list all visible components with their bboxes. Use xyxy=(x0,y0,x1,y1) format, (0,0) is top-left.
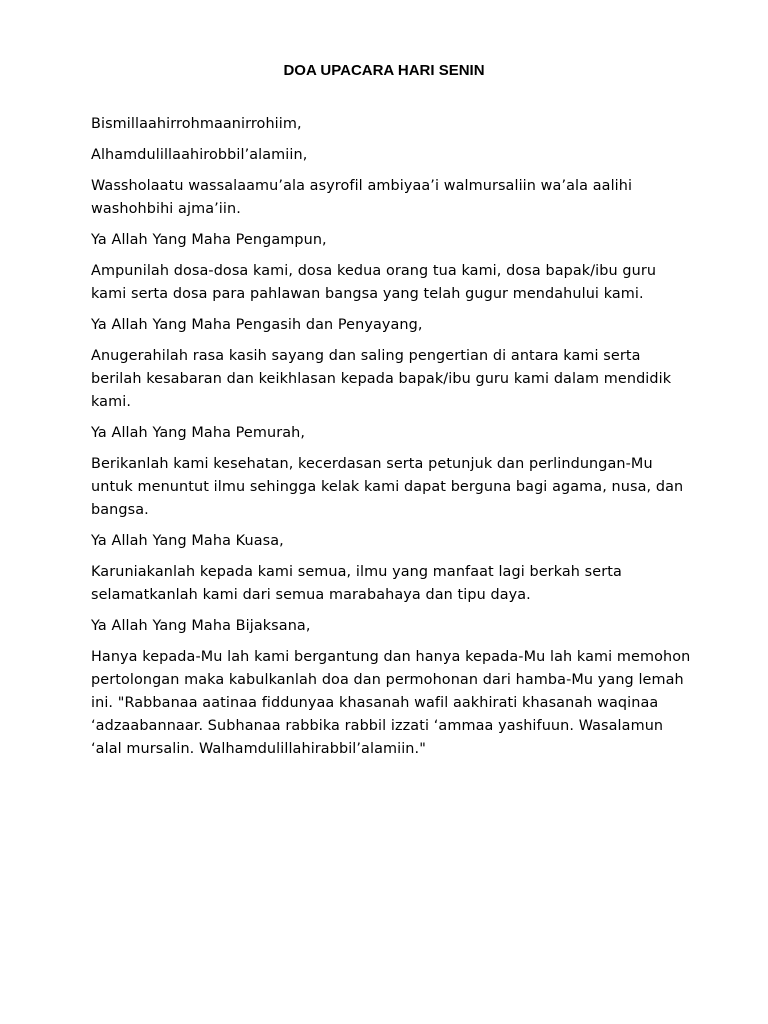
paragraph-prayer-health: Berikanlah kami kesehatan, kecerdasan serta petunjuk dan perlindungan-Mu untuk menuntut ilmu sehingga kelak kami dapat berguna bagi agama, nusa, dan bangsa. xyxy=(91,456,684,518)
paragraph-invocation-pemurah: Ya Allah Yang Maha Pemurah, xyxy=(91,425,306,441)
paragraph-basmalah: Bismillaahirrohmaanirrohiim, xyxy=(91,116,302,132)
paragraph-prayer-forgiveness: Ampunilah dosa-dosa kami, dosa kedua orang tua kami, dosa bapak/ibu guru kami serta dosa para pahlawan bangsa yang telah gugur mendahului kami. xyxy=(91,263,657,302)
paragraph-prayer-closing: Hanya kepada-Mu lah kami bergantung dan hanya kepada-Mu lah kami memohon pertolongan maka kabulkanlah doa dan permohonan dari hamba-Mu yang lemah ini. "Rabbanaa aatinaa fiddunyaa khasanah wafil aakhirati khasanah waqinaa ‘adzaabannaar. Subhanaa rabbika rabbil izzati ‘ammaa yashifuun. Wasalamun ‘alal mursalin. Walhamdulillahirabbil’alamiin." xyxy=(91,649,691,757)
paragraph-hamdalah: Alhamdulillaahirobbil’alamiin, xyxy=(91,147,308,163)
paragraph-invocation-pengasih: Ya Allah Yang Maha Pengasih dan Penyayang, xyxy=(91,317,423,333)
paragraph-prayer-compassion: Anugerahilah rasa kasih sayang dan saling pengertian di antara kami serta berilah kesabaran dan keikhlasan kepada bapak/ibu guru kami dalam mendidik kami. xyxy=(91,348,672,410)
paragraph-invocation-kuasa: Ya Allah Yang Maha Kuasa, xyxy=(91,533,284,549)
paragraph-invocation-pengampun: Ya Allah Yang Maha Pengampun, xyxy=(91,232,327,248)
document-body xyxy=(91,113,691,769)
paragraph-prayer-knowledge: Karuniakanlah kepada kami semua, ilmu yang manfaat lagi berkah serta selamatkanlah kami dari semua marabahaya dan tipu daya. xyxy=(91,564,622,603)
paragraph-invocation-bijaksana: Ya Allah Yang Maha Bijaksana, xyxy=(91,618,311,634)
document-title: DOA UPACARA HARI SENIN xyxy=(283,62,485,79)
paragraph-sholawat: Wassholaatu wassalaamu’ala asyrofil ambiyaa’i walmursaliin wa’ala aalihi washohbihi ajma’iin. xyxy=(91,178,633,217)
